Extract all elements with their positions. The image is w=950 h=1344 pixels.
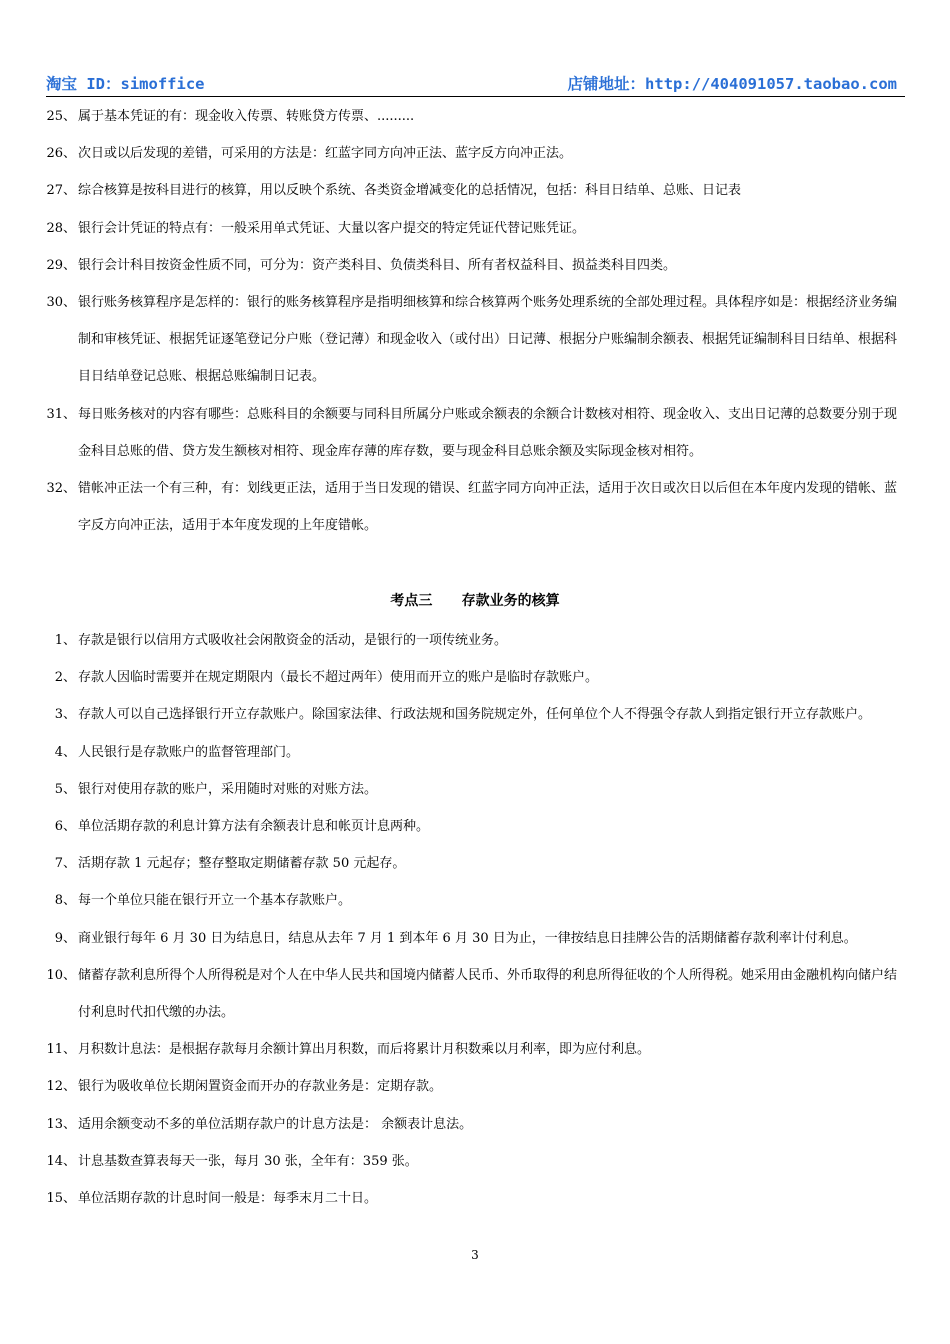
section-1-list — [46, 98, 908, 544]
item-number: 31、 — [46, 406, 76, 422]
item-text: 综合核算是按科目进行的核算，用以反映个系统、各类资金增减变化的总括情况，包括：科目日结单、总账、日记表 — [78, 183, 742, 199]
item-number: 1、 — [54, 633, 76, 648]
list-item — [46, 470, 908, 544]
item-text: 计息基数查算表每天一张，每月 30 张，全年有：359 张。 — [78, 1153, 418, 1169]
item-number: 10、 — [46, 967, 76, 983]
list-item — [46, 734, 908, 771]
list-item — [46, 210, 908, 247]
list-item — [46, 808, 908, 845]
item-text: 银行会计科目按资金性质不同，可分为：资产类科目、负债类科目、所有者权益科目、损益类科目四类。 — [78, 257, 677, 273]
item-number: 11、 — [46, 1042, 76, 1058]
item-text: 活期存款 1 元起存；整存整取定期储蓄存款 50 元起存。 — [78, 856, 406, 872]
item-text: 储蓄存款利息所得个人所得税是对个人在中华人民共和国境内储蓄人民币、外币取得的利息所得征收的个人所得税。她采用由金融机构向储户结付利息时代扣代缴的办法。 — [78, 967, 898, 1021]
item-text: 银行为吸收单位长期闲置资金而开办的存款业务是：定期存款。 — [78, 1079, 443, 1095]
item-number: 32、 — [46, 481, 76, 497]
list-item — [46, 284, 908, 396]
list-item — [46, 1106, 908, 1143]
item-text: 适用余额变动不多的单位活期存款户的计息方法是： 余额表计息法。 — [78, 1116, 473, 1132]
item-number: 12、 — [46, 1079, 76, 1095]
item-number: 27、 — [46, 183, 76, 199]
item-text: 商业银行每年 6 月 30 日为结息日，结息从去年 7 月 1 到本年 6 月 30 日为止，一律按结息日挂牌公告的活期储蓄存款利率计付利息。 — [78, 930, 857, 946]
page-header — [46, 70, 905, 97]
item-text: 存款是银行以信用方式吸收社会闲散资金的活动，是银行的一项传统业务。 — [78, 633, 508, 648]
item-text: 单位活期存款的利息计算方法有余额表计息和帐页计息两种。 — [78, 819, 430, 835]
item-number: 2、 — [54, 670, 76, 686]
item-text: 人民银行是存款账户的监督管理部门。 — [78, 744, 300, 760]
item-text: 次日或以后发现的差错，可采用的方法是：红蓝字同方向冲正法、蓝字反方向冲正法。 — [78, 146, 573, 162]
item-number: 7、 — [54, 856, 76, 872]
item-text: 银行对使用存款的账户，采用随时对账的对账方法。 — [78, 781, 378, 797]
item-number: 25、 — [46, 109, 76, 124]
list-item — [46, 622, 908, 659]
list-item — [46, 247, 908, 284]
item-number: 6、 — [54, 819, 76, 835]
page-number: 3 — [471, 1248, 479, 1262]
list-item — [46, 1143, 908, 1180]
list-item — [46, 659, 908, 696]
list-item — [46, 1180, 908, 1217]
item-text: 月积数计息法：是根据存款每月余额计算出月积数，而后将累计月积数乘以月利率，即为应付利息。 — [78, 1042, 651, 1058]
item-number: 3、 — [54, 707, 76, 723]
section-title: 考点三 存款业务的核算 — [390, 593, 560, 609]
header-shop-url: 店铺地址：http://404091057.taobao.com — [567, 75, 897, 93]
item-text: 存款人可以自己选择银行开立存款账户。除国家法律、行政法规和国务院规定外，任何单位个人不得强令存款人到指定银行开立存款账户。 — [78, 707, 872, 723]
item-text: 银行会计凭证的特点有：一般采用单式凭证、大量以客户提交的特定凭证代替记账凭证。 — [78, 220, 586, 236]
item-text: 单位活期存款的计息时间一般是：每季末月二十日。 — [78, 1191, 378, 1207]
list-item — [46, 771, 908, 808]
item-number: 30、 — [46, 295, 76, 311]
list-item — [46, 957, 908, 1031]
list-item — [46, 172, 908, 209]
item-number: 8、 — [54, 893, 76, 909]
list-item — [46, 1068, 908, 1105]
list-item — [46, 1031, 908, 1068]
list-item — [46, 845, 908, 882]
section-2-list — [46, 622, 908, 1217]
item-number: 15、 — [46, 1191, 76, 1207]
item-text: 每一个单位只能在银行开立一个基本存款账户。 — [78, 893, 352, 909]
item-number: 9、 — [54, 930, 76, 946]
item-text: 错帐冲正法一个有三种，有：划线更正法，适用于当日发现的错误、红蓝字同方向冲正法，适用于次日或次日以后但在本年度内发现的错帐、蓝字反方向冲正法，适用于本年度发现的上年度错帐。 — [78, 481, 898, 534]
item-number: 5、 — [54, 781, 76, 797]
item-number: 14、 — [46, 1153, 76, 1169]
item-text: 存款人因临时需要并在规定期限内（最长不超过两年）使用而开立的账户是临时存款账户。 — [78, 670, 599, 686]
list-item — [46, 98, 908, 135]
list-item — [46, 882, 908, 919]
item-number: 29、 — [46, 257, 76, 273]
item-number: 26、 — [46, 146, 76, 162]
list-item — [46, 920, 908, 957]
list-item — [46, 396, 908, 470]
item-number: 13、 — [46, 1116, 76, 1132]
item-text: 每日账务核对的内容有哪些：总账科目的余额要与同科目所属分户账或余额表的余额合计数核对相符、现金收入、支出日记薄的总数要分别于现金科目总账的借、贷方发生额核对相符、现金库存薄的库存数，要与现金科目总账余额及实际现金核对相符。 — [78, 406, 898, 459]
item-text: 银行账务核算程序是怎样的：银行的账务核算程序是指明细核算和综合核算两个账务处理系统的全部处理过程。具体程序如是：根据经济业务编制和审核凭证、根据凭证逐笔登记分户账（登记薄）和现金收入（或付出）日记薄、根据分户账编制余额表、根据凭证编制科目日结单、根据科目日结单登记总账、根据总账编制日记表。 — [78, 295, 898, 385]
item-number: 4、 — [54, 744, 76, 760]
list-item — [46, 696, 908, 733]
item-text: 属于基本凭证的有：现金收入传票、转账贷方传票、......... — [78, 109, 415, 124]
header-taobao-id: 淘宝 ID：simoffice — [46, 75, 205, 93]
list-item — [46, 135, 908, 172]
item-number: 28、 — [46, 220, 76, 236]
